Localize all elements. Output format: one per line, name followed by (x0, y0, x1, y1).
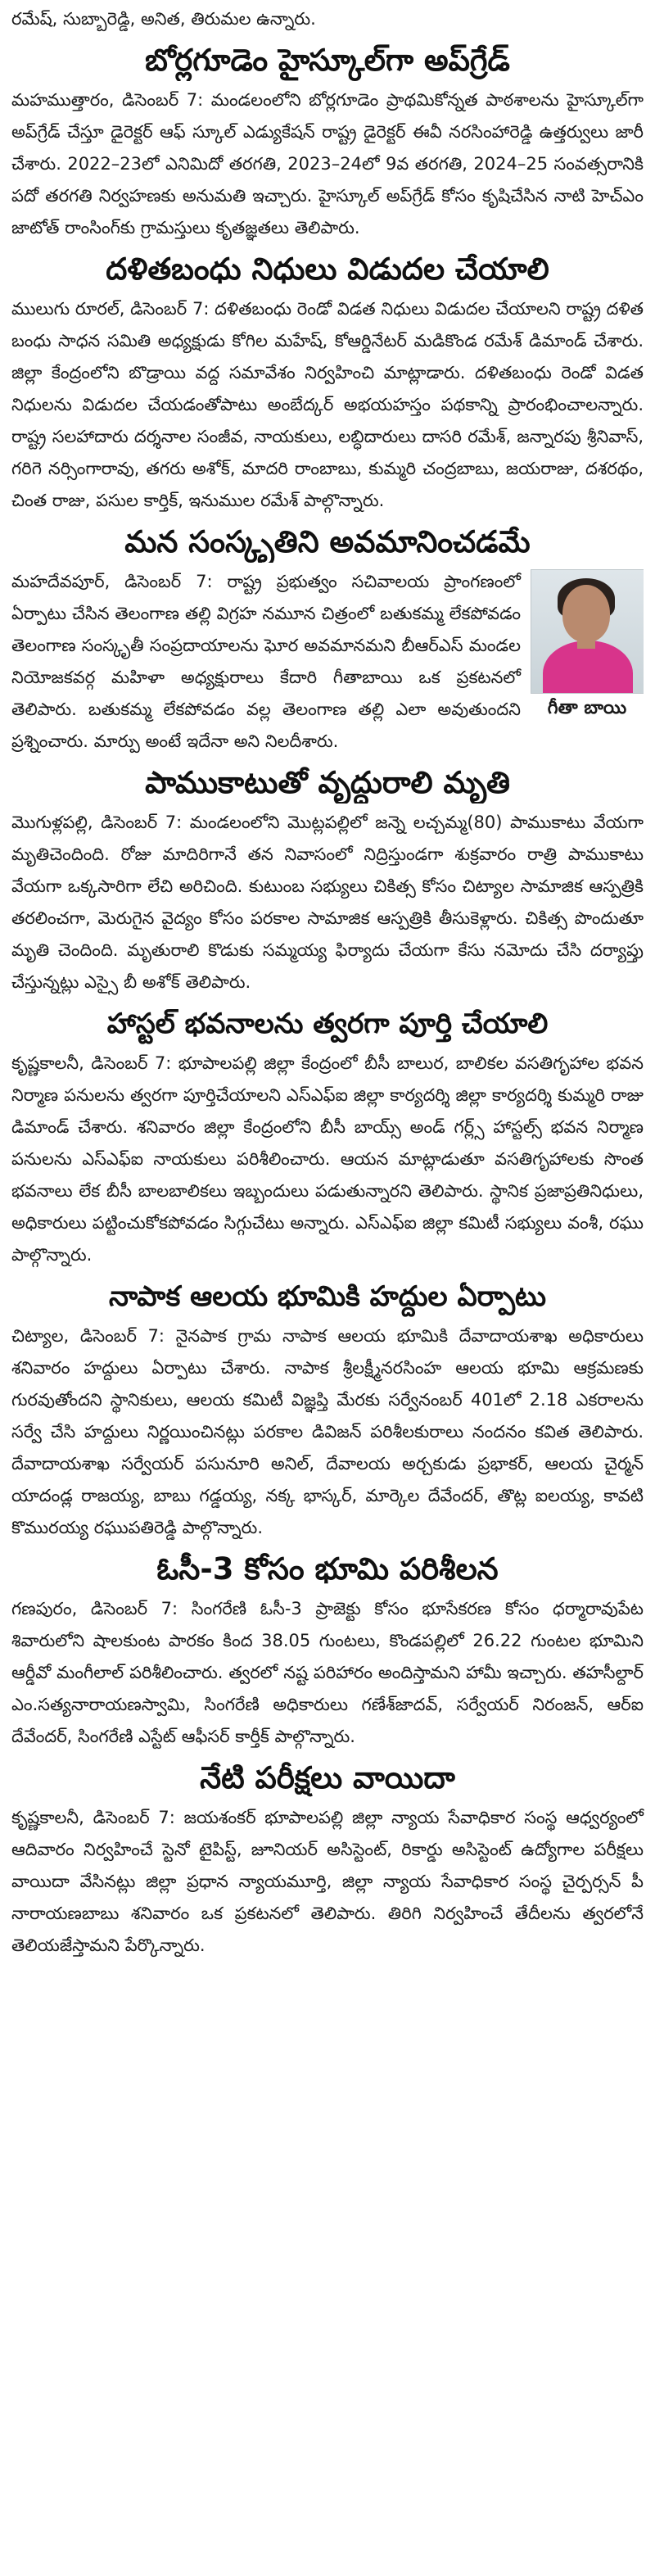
photo-caption: గీతా బాయి (547, 698, 627, 718)
article-hostel (11, 1003, 644, 1271)
article-headline: హాస్టల్ భవనాలను త్వరగా పూర్తి చేయాలి (106, 1007, 549, 1040)
article-temple-land (11, 1276, 644, 1544)
portrait-photo-box (531, 569, 644, 722)
portrait-photo (531, 569, 644, 694)
article-snakebite (11, 763, 644, 998)
article-body: గణపురం, డిసెంబర్ 7: సింగరేణి ఓసీ-3 ప్రాజెక్టు కోసం భూసేకరణ కోసం ధర్మారావుపేట శివారులోని షాలకుంట పారకం కింద 38.05 గుంటలు, కొండపల్లిలో 26.22 గుంటల భూమిని ఆర్డీవో మంగీలాల్ పరిశీలించారు. త్వరలో నష్ట పరిహారం అందిస్తామని హామీ ఇచ్చారు. తహసీల్దార్ ఎం.సత్యనారాయణస్వామి, సింగరేణి అధికారులు గణేశ్‌జాదవ్, సర్వేయర్ నిరంజన్, ఆర్‌ఐ దేవేందర్, సింగరేణి ఎస్టేట్ ఆఫీసర్ కార్తీక్ పాల్గొన్నారు. (11, 1599, 644, 1746)
article-body: మహముత్తారం, డిసెంబర్ 7: మండలంలోని బోర్లగూడెం ప్రాథమికోన్నత పాఠశాలను హైస్కూల్‌గా అప్‌గ్రేడ్ చేస్తూ డైరెక్టర్ ఆఫ్ స్కూల్ ఎడ్యుకేషన్ రాష్ట్ర డైరెక్టర్ ఈవీ నరసింహారెడ్డి ఉత్తర్వులు జారీ చేశారు. 2022–23లో ఎనిమిదో తరగతి, 2023–24లో 9వ తరగతి, 2024–25 సంవత్సరానికి పదో తరగతి నిర్వహణకు అనుమతి ఇచ్చారు. హైస్కూల్ అప్‌గ్రేడ్ కోసం కృషిచేసిన నాటి హెచ్‌ఎం జాటోత్ రాంసింగ్‌కు గ్రామస్తులు కృతజ్ఞతలు తెలిపారు. (11, 90, 644, 238)
article-culture (11, 517, 644, 758)
article-headline: నాపాక ఆలయ భూమికి హద్దుల ఏర్పాటు (108, 1280, 547, 1313)
article-body: చిట్యాల, డిసెంబర్ 7: నైనపాక గ్రామ నాపాక ఆలయ భూమికి దేవాదాయశాఖ అధికారులు శనివారం హద్దులు ఏర్పాటు చేశారు. నాపాక శ్రీలక్ష్మీనరసింహ ఆలయ భూమి ఆక్రమణకు గురవుతోందని స్థానికులు, ఆలయ కమిటీ విజ్ఞప్తి మేరకు సర్వేనంబర్ 401లో 2.18 ఎకరాలను సర్వే చేసి హద్దులు నిర్ణయించినట్లు పరకాల డివిజన్ పరిశీలకురాలు నందనం కవిత తెలిపారు. దేవాదాయశాఖ సర్వేయర్ పసునూరి అనిల్, దేవాలయ అర్చకుడు ప్రభాకర్, ఆలయ చైర్మన్ యాదండ్ల రాజయ్య, బాబు గడ్డయ్య, నక్క భాస్కర్, మార్కెల దేవేందర్, తొట్ల ఐలయ్య, కావటి కొమురయ్య రఘుపతిరెడ్డి పాల్గొన్నారు. (11, 1326, 644, 1537)
article-headline: బోర్లగూడెం హైస్కూల్‌గా అప్‌గ్రేడ్ (145, 43, 510, 78)
article-headline: ఓసీ-3 కోసం భూమి పరిశీలన (156, 1551, 499, 1587)
article-body: మహదేవపూర్, డిసెంబర్ 7: రాష్ట్ర ప్రభుత్వం సచివాలయ ప్రాంగణంలో ఏర్పాటు చేసిన తెలంగాణ తల్లి విగ్రహ నమూన చిత్రంలో బతుకమ్మ లేకపోవడం తెలంగాణ సంస్కృతీ సంప్రదాయాలను ఘోర అవమానమని బీఆర్‌ఎస్ మండల నియోజకవర్గ మహిళా అధ్యక్షురాలు కేదారి గీతాబాయి ఒక ప్రకటనలో తెలిపారు. బతుకమ్మ లేకపోవడం వల్ల తెలంగాణ తల్లి ఎలా అవుతుందని ప్రశ్నించారు. మార్పు అంటే ఇదేనా అని నిలదీశారు. (11, 572, 521, 751)
article-body: కృష్ణకాలనీ, డిసెంబర్ 7: భూపాలపల్లి జిల్లా కేంద్రంలో బీసీ బాలుర, బాలికల వసతిగృహాల భవన నిర్మాణ పనులను త్వరగా పూర్తిచేయాలని ఎస్‌ఎఫ్‌ఐ జిల్లా కార్యదర్శి జిల్లా కార్యదర్శి కుమ్మరి రాజు డిమాండ్ చేశారు. శనివారం జిల్లా కేంద్రంలోని బీసీ బాయ్స్ అండ్ గర్ల్స్ హాస్టల్స్ భవన నిర్మాణ పనులను ఎస్‌ఎఫ్‌ఐ నాయకులు పరిశీలించారు. ఆయన మాట్లాడుతూ వసతిగృహాలకు సొంత భవనాలు లేక బీసీ బాలబాలికలు ఇబ్బందులు పడుతున్నారని తెలిపారు. స్థానిక ప్రజాప్రతినిధులు, అధికారులు పట్టించుకోకపోవడం సిగ్గుచేటు అన్నారు. ఎస్‌ఎఫ్‌ఐ జిల్లా కమిటీ సభ్యులు వంశీ, రఘు పాల్గొన్నారు. (11, 1053, 644, 1265)
intro-line: రమేష్, సుబ్బారెడ్డి, అనిత, తిరుమల ఉన్నారు. (11, 9, 316, 29)
article-headline: పాముకాటుతో వృద్ధురాలి మృతి (145, 765, 510, 800)
article-body: ములుగు రూరల్, డిసెంబర్ 7: దళితబంధు రెండో విడత నిధులు విడుదల చేయాలని రాష్ట్ర దళిత బంధు సాధన సమితి అధ్యక్షుడు కోగిల మహేష్, కోఆర్డినేటర్ మడికొండ రమేశ్ డిమాండ్ చేశారు. జిల్లా కేంద్రంలోని బొడ్రాయి వద్ద సమావేశం నిర్వహించి మాట్లాడారు. దళితబంధు రెండో విడత నిధులను విడుదల చేయడంతోపాటు అంబేద్కర్ అభయహస్తం పథకాన్ని ప్రారంభించాలన్నారు. రాష్ట్ర సలహాదారు దర్శనాల సంజీవ, నాయకులు, లబ్ధిదారులు దాసరి రమేశ్, జన్నారపు శ్రీనివాస్, గరిగె నర్సింగారావు, తగరు అశోక్, మాదరి రాంబాబు, కుమ్మరి చంద్రబాబు, జయరాజు, దశరథం, చింత రాజు, పసుల కార్తిక్, ఇనుముల రమేశ్ పాల్గొన్నారు. (11, 299, 644, 510)
article-headline: దళితబంధు నిధులు విడుదల చేయాలి (106, 251, 549, 287)
article-body: మొగుళ్లపల్లి, డిసెంబర్ 7: మండలంలోని మొట్లపల్లిలో జన్నె లచ్చమ్మ(80) పాముకాటు వేయగా మృతిచెందింది. రోజు మాదిరిగానే తన నివాసంలో నిద్రిస్తుండగా శుక్రవారం రాత్రి పాముకాటు వేయగా ఒక్కసారిగా లేచి అరిచింది. కుటుంబ సభ్యులు చికిత్స కోసం చిట్యాల సామాజిక ఆస్పత్రికి తరలించగా, మెరుగైన వైద్యం కోసం పరకాల సామాజిక ఆస్పత్రికి తీసుకెళ్లారు. చికిత్స పొందుతూ మృతి చెందింది. మృతురాలి కొడుకు సమ్మయ్య ఫిర్యాదు చేయగా కేసు నమోదు చేసి దర్యాప్తు చేస్తున్నట్లు ఎస్సై బీ అశోక్ తెలిపారు. (11, 813, 644, 992)
article-headline: నేటి పరీక్షలు వాయిదా (200, 1760, 455, 1795)
article-oc3-land (11, 1549, 644, 1753)
article-exams-postponed (11, 1758, 644, 1962)
article-dalitabandhu (11, 249, 644, 517)
article-body: కృష్ణకాలనీ, డిసెంబర్ 7: జయశంకర్ భూపాలపల్లి జిల్లా న్యాయ సేవాధికార సంస్థ ఆధ్వర్యంలో ఆదివారం నిర్వహించే స్టెనో టైపిస్ట్, జూనియర్ అసిస్టెంట్, రికార్డు అసిస్టెంట్ ఉద్యోగాల పరీక్షలు వాయిదా వేసినట్లు జిల్లా ప్రధాన న్యాయమూర్తి, జిల్లా న్యాయ సేవాధికార సంస్థ చైర్పర్సన్ పీ నారాయణబాబు శనివారం ఒక ప్రకటనలో తెలిపారు. తిరిగి నిర్వహించే తేదీలను త్వరలోనే తెలియజేస్తామని పేర్కొన్నారు. (11, 1808, 644, 1955)
article-borlagudem (11, 40, 644, 244)
article-headline: మన సంస్కృతిని అవమానించడమే (124, 524, 531, 559)
